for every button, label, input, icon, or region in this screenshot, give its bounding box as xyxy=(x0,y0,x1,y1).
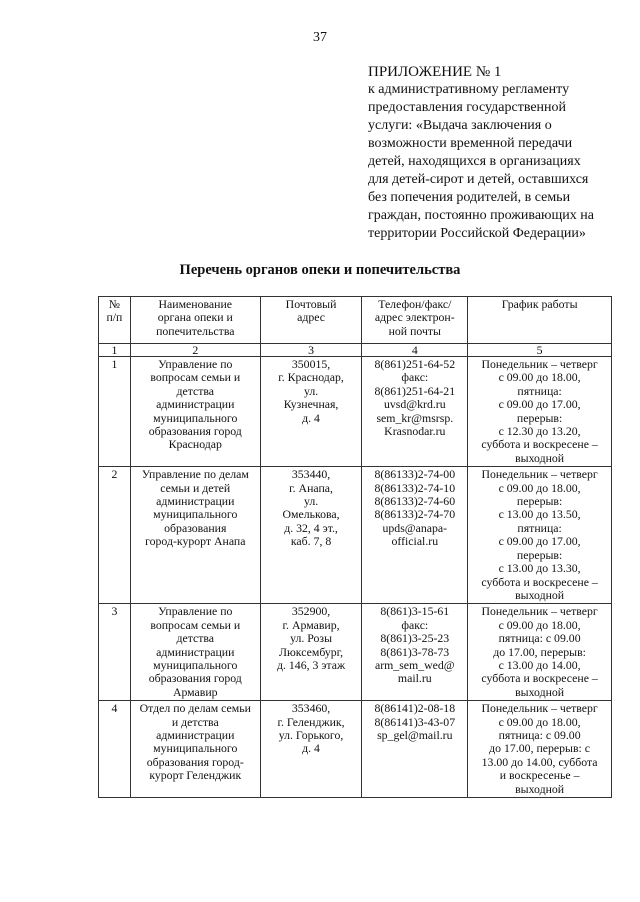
cell-line: Управление по делам xyxy=(141,467,249,482)
cell-line: 13.00 до 14.00, суббота xyxy=(481,754,598,769)
cell-line: администрации xyxy=(156,727,235,742)
cell-line: суббота и воскресене – xyxy=(481,437,598,452)
header-name xyxy=(130,297,260,344)
cell-line: Управление по xyxy=(158,604,233,619)
appendix-block xyxy=(368,63,630,243)
cell-line: выходной xyxy=(515,587,565,602)
cell-line: с 09.00 до 18.00, xyxy=(498,480,581,495)
org-name-cell xyxy=(130,357,260,467)
cell-line: с 12.30 до 13.20, xyxy=(498,424,581,439)
cell-line: перерыв: xyxy=(516,494,563,509)
cell-line: ул. Розы xyxy=(290,631,333,646)
cell-line: 8(86133)2-74-60 xyxy=(374,494,456,509)
cell-line: выходной xyxy=(515,684,565,699)
cell-line: вопросам семьи и xyxy=(150,617,241,632)
cell-line: образования город xyxy=(148,671,242,686)
cell-line: детства xyxy=(176,631,215,646)
cell-line: администрации xyxy=(156,644,235,659)
cell-line: администрации xyxy=(156,494,235,509)
cell-line: пятница: xyxy=(517,383,562,398)
cell-line: с 13.00 до 13.50, xyxy=(498,507,581,522)
cell-line: каб. 7, 8 xyxy=(290,534,332,549)
cell-line: с 13.00 до 14.00, xyxy=(498,657,581,672)
contacts-cell xyxy=(362,467,468,604)
header-line: Наименование xyxy=(158,297,233,311)
header-line: адрес электрон- xyxy=(374,310,455,325)
row-number-cell: 4 xyxy=(99,701,131,798)
cell-line: перерыв: xyxy=(516,410,563,425)
table-title: Перечень органов опеки и попечительства xyxy=(179,262,461,278)
cell-line: 8(861)3-15-61 xyxy=(380,604,450,619)
table-row xyxy=(99,701,612,798)
cell-line: Краснодар xyxy=(168,437,222,452)
row-number-cell: 1 xyxy=(99,357,131,467)
table-header-row xyxy=(99,297,612,344)
cell-line: и детства xyxy=(171,714,219,729)
table-row xyxy=(99,357,612,467)
column-number-row xyxy=(99,344,612,357)
cell-line: с 09.00 до 18.00, xyxy=(498,370,581,385)
column-number: 1 xyxy=(99,344,131,357)
cell-line: пятница: с 09.00 xyxy=(498,727,581,742)
postal-address-cell xyxy=(260,357,362,467)
schedule-cell xyxy=(468,467,612,604)
cell-line: факс: xyxy=(401,370,429,385)
column-number: 5 xyxy=(468,344,612,357)
header-line: п/п xyxy=(106,310,123,325)
cell-line: суббота и воскресене – xyxy=(481,671,598,686)
cell-line: Понедельник – четверг xyxy=(481,467,598,482)
row-number-cell: 2 xyxy=(99,467,131,604)
cell-line: 8(861)3-78-73 xyxy=(380,644,450,659)
header-number xyxy=(99,297,131,344)
table-row xyxy=(99,467,612,604)
header-line: попечительства xyxy=(156,323,235,338)
cell-line: official.ru xyxy=(391,534,439,549)
header-contacts xyxy=(362,297,468,344)
cell-line: 8(86141)2-08-18 xyxy=(374,701,456,716)
cell-line: Krasnodar.ru xyxy=(384,424,446,439)
contacts-cell xyxy=(362,357,468,467)
page-number: 37 xyxy=(313,30,327,45)
appendix-line: детей, находящихся в организациях xyxy=(368,154,581,169)
cell-line: 353440, xyxy=(291,467,331,482)
contacts-cell xyxy=(362,604,468,701)
org-name-cell xyxy=(130,467,260,604)
cell-line: до 17.00, перерыв: xyxy=(493,644,586,659)
cell-line: ул. xyxy=(303,383,319,398)
column-number: 3 xyxy=(260,344,362,357)
schedule-cell xyxy=(468,604,612,701)
cell-line: ул. xyxy=(303,494,319,509)
appendix-line: для детей-сирот и детей, оставшихся xyxy=(368,172,589,187)
cell-line: Понедельник – четверг xyxy=(481,604,598,619)
cell-line: г. Армавир, xyxy=(282,617,340,632)
header-line: органа опеки и xyxy=(157,310,233,325)
header-address xyxy=(260,297,362,344)
cell-line: Управление по xyxy=(158,357,233,371)
cell-line: образования город xyxy=(148,424,242,439)
postal-address-cell xyxy=(260,467,362,604)
cell-line: курорт Геленджик xyxy=(149,768,242,783)
header-line: ной почты xyxy=(388,323,441,338)
cell-line: 8(86133)2-74-70 xyxy=(374,507,456,522)
header-schedule xyxy=(468,297,612,344)
cell-line: sem_kr@msrsp. xyxy=(376,410,454,425)
cell-line: 8(861)251-64-52 xyxy=(374,357,456,371)
cell-line: mail.ru xyxy=(397,671,432,686)
contacts-cell xyxy=(362,701,468,798)
appendix-line: граждан, постоянно проживающих на xyxy=(368,208,594,223)
cell-line: до 17.00, перерыв: с xyxy=(489,741,591,756)
row-number-cell: 3 xyxy=(99,604,131,701)
cell-line: Отдел по делам семьи xyxy=(139,701,251,716)
cell-line: с 09.00 до 17.00, xyxy=(498,397,581,412)
header-line: Телефон/факс/ xyxy=(378,297,452,311)
guardianship-table xyxy=(98,296,612,798)
cell-line: г. Анапа, xyxy=(289,480,333,495)
cell-line: upds@anapa- xyxy=(382,520,448,535)
cell-line: с 13.00 до 13.30, xyxy=(498,561,581,576)
cell-line: Кузнечная, xyxy=(283,397,339,412)
header-line: График работы xyxy=(501,297,578,311)
cell-line: д. 4 xyxy=(302,741,320,756)
cell-line: Понедельник – четверг xyxy=(481,701,598,716)
cell-line: arm_sem_wed@ xyxy=(374,657,455,672)
cell-line: д. 4 xyxy=(302,410,320,425)
org-name-cell xyxy=(130,701,260,798)
table-row xyxy=(99,604,612,701)
column-number: 2 xyxy=(130,344,260,357)
appendix-title: ПРИЛОЖЕНИЕ № 1 xyxy=(368,64,502,80)
cell-line: муниципального xyxy=(153,507,238,522)
cell-line: д. 146, 3 этаж xyxy=(277,657,346,672)
cell-line: д. 32, 4 эт., xyxy=(284,520,338,535)
cell-line: перерыв: xyxy=(516,547,563,562)
header-line: Почтовый xyxy=(285,297,337,311)
cell-line: sp_gel@mail.ru xyxy=(377,727,453,742)
cell-line: муниципального xyxy=(153,657,238,672)
appendix-line: услуги: «Выдача заключения о xyxy=(368,118,552,133)
cell-line: с 09.00 до 17.00, xyxy=(498,534,581,549)
cell-line: вопросам семьи и xyxy=(150,370,241,385)
cell-line: ул. Горького, xyxy=(278,727,344,742)
cell-line: с 09.00 до 18.00, xyxy=(498,617,581,632)
cell-line: администрации xyxy=(156,397,235,412)
org-name-cell xyxy=(130,604,260,701)
cell-line: с 09.00 до 18.00, xyxy=(498,714,581,729)
column-number: 4 xyxy=(362,344,468,357)
schedule-cell xyxy=(468,701,612,798)
appendix-line: возможности временной передачи xyxy=(368,136,573,151)
header-line: адрес xyxy=(297,310,325,325)
cell-line: Армавир xyxy=(172,684,218,699)
postal-address-cell xyxy=(260,701,362,798)
cell-line: 8(86133)2-74-00 xyxy=(374,467,456,482)
appendix-line: предоставления государственной xyxy=(368,100,567,115)
cell-line: Понедельник – четверг xyxy=(481,357,598,371)
cell-line: 352900, xyxy=(291,604,331,619)
cell-line: факс: xyxy=(401,617,429,632)
cell-line: 8(861)3-25-23 xyxy=(380,631,450,646)
cell-line: uvsd@krd.ru xyxy=(383,397,446,412)
cell-line: суббота и воскресене – xyxy=(481,574,598,589)
cell-line: и воскресенье – xyxy=(499,768,580,783)
appendix-line: к административному регламенту xyxy=(368,82,570,97)
cell-line: образования xyxy=(164,520,227,535)
schedule-cell xyxy=(468,357,612,467)
cell-line: выходной xyxy=(515,781,565,796)
cell-line: 8(86141)3-43-07 xyxy=(374,714,456,729)
cell-line: выходной xyxy=(515,450,565,465)
cell-line: Омелькова, xyxy=(282,507,340,522)
cell-line: детства xyxy=(176,383,215,398)
postal-address-cell xyxy=(260,604,362,701)
appendix-line: территории Российской Федерации» xyxy=(368,226,586,241)
cell-line: город-курорт Анапа xyxy=(145,534,246,549)
cell-line: муниципального xyxy=(153,410,238,425)
cell-line: г. Краснодар, xyxy=(278,370,344,385)
cell-line: муниципального xyxy=(153,741,238,756)
cell-line: пятница: с 09.00 xyxy=(498,631,581,646)
cell-line: 353460, xyxy=(291,701,331,716)
cell-line: образования город- xyxy=(146,754,244,769)
cell-line: 8(861)251-64-21 xyxy=(374,383,456,398)
cell-line: 8(86133)2-74-10 xyxy=(374,480,456,495)
header-line: № xyxy=(108,297,121,311)
cell-line: 350015, xyxy=(291,357,331,371)
appendix-line: без попечения родителей, в семьи xyxy=(368,190,571,205)
cell-line: пятница: xyxy=(517,520,562,535)
cell-line: Люксембург, xyxy=(278,644,344,659)
cell-line: г. Геленджик, xyxy=(277,714,345,729)
cell-line: семьи и детей xyxy=(160,480,231,495)
